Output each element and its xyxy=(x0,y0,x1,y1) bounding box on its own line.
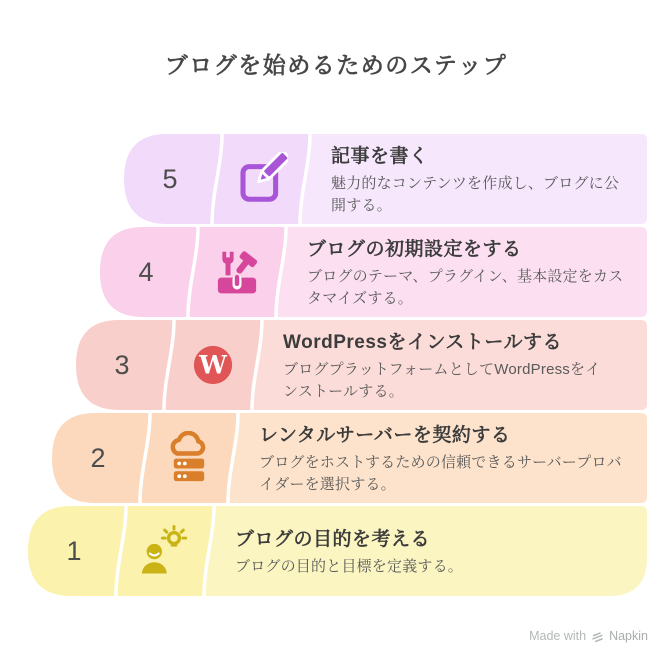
step-icon-cell xyxy=(193,227,281,317)
watermark-brand: Napkin xyxy=(609,629,648,643)
svg-text:W: W xyxy=(199,350,227,380)
pen-square-icon xyxy=(234,152,288,206)
step-number: 3 xyxy=(114,349,130,380)
step-text-cell xyxy=(307,227,630,317)
wordpress-icon xyxy=(186,338,240,392)
step-number-cell xyxy=(75,320,169,410)
step-row-1 xyxy=(27,506,648,596)
watermark-prefix: Made with xyxy=(529,629,587,643)
step-icon-cell xyxy=(169,320,257,410)
step-row-2 xyxy=(51,413,648,503)
step-description: 魅力的なコンテンツを作成し、ブログに公開する。 xyxy=(331,174,620,214)
napkin-logo-icon xyxy=(591,630,604,643)
person-lightbulb-icon xyxy=(138,524,192,578)
step-description: ブログプラットフォームとしてWordPressをインストールする。 xyxy=(283,360,601,400)
step-number-cell xyxy=(27,506,121,596)
step-number: 2 xyxy=(90,442,106,473)
watermark xyxy=(529,629,648,643)
step-text-cell xyxy=(331,134,630,224)
step-row-3 xyxy=(75,320,648,410)
cloud-server-icon xyxy=(162,431,216,485)
step-number-cell xyxy=(99,227,193,317)
step-number-cell xyxy=(123,134,217,224)
step-description: ブログの目的と目標を定義する。 xyxy=(235,557,464,575)
step-text-cell xyxy=(283,320,630,410)
step-description: ブログをホストするための信頼できるサーバープロバイダーを選択する。 xyxy=(259,453,622,493)
step-icon-cell xyxy=(145,413,233,503)
step-icon-cell xyxy=(217,134,305,224)
step-title: WordPressをインストールする xyxy=(283,331,563,353)
step-number: 1 xyxy=(66,535,82,566)
tools-icon xyxy=(210,245,264,299)
step-icon-cell xyxy=(121,506,209,596)
step-description: ブログのテーマ、プラグイン、基本設定をカスタマイズする。 xyxy=(307,267,624,307)
step-text-cell xyxy=(235,506,630,596)
step-number: 5 xyxy=(162,163,178,194)
step-title: ブログの目的を考える xyxy=(235,528,431,550)
page-title: ブログを始めるためのステップ xyxy=(164,52,508,78)
step-title: ブログの初期設定をする xyxy=(307,238,522,260)
step-row-4 xyxy=(99,227,648,317)
step-text-cell xyxy=(259,413,630,503)
step-title: レンタルサーバーを契約する xyxy=(259,424,511,446)
step-title: 記事を書く xyxy=(331,145,429,167)
step-number: 4 xyxy=(138,256,154,287)
step-number-cell xyxy=(51,413,145,503)
step-row-5 xyxy=(123,134,648,224)
